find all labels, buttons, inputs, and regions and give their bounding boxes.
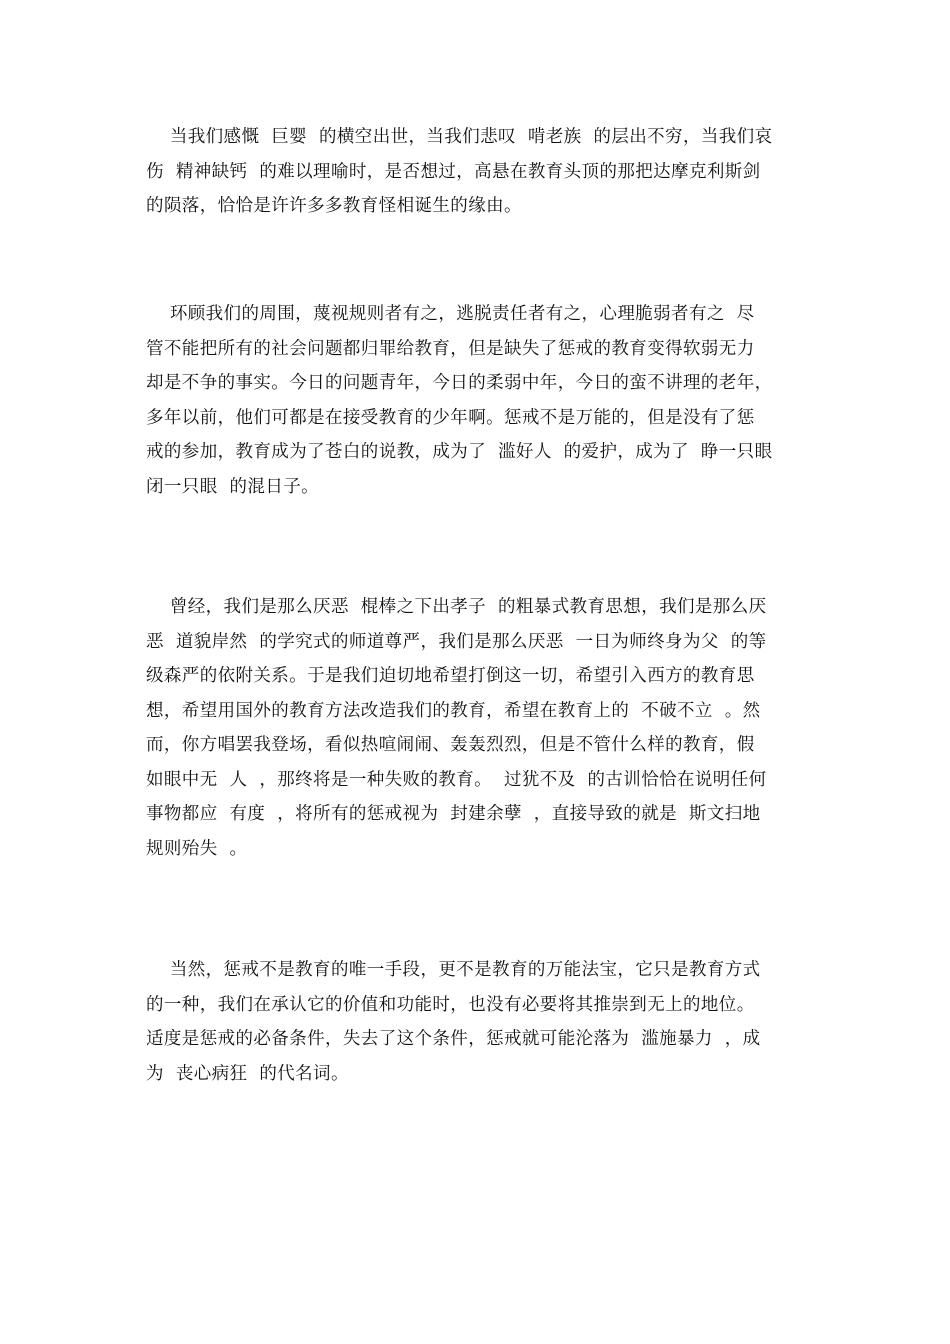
paragraph-1	[146, 120, 772, 224]
text-line: 如眼中无 人 ，那终将是一种失败的教育。 过犹不及 的古训恰恰在说明任何	[146, 769, 767, 790]
text-line: 管不能把所有的社会问题都归罪给教育，但是缺失了惩戒的教育变得软弱无力	[146, 338, 755, 359]
text-line: 级森严的依附关系。于是我们迫切地希望打倒这一切，希望引入西方的教育思	[146, 666, 755, 686]
paragraph-3	[146, 590, 767, 866]
text-line: 想，希望用国外的教育方法改造我们的教育，希望在教育上的 不破不立 。然	[146, 700, 761, 721]
text-line: 当然，惩戒不是教育的唯一手段，更不是教育的万能法宝，它只是教育方式	[146, 960, 761, 980]
text-line: 适度是惩戒的必备条件，失去了这个条件，惩戒就可能沦落为 滥施暴力 ，成	[146, 1029, 761, 1049]
text-line: 为 丧心病狂 的代名词。	[146, 1063, 349, 1084]
paragraph-2	[146, 297, 773, 504]
text-line: 的一种，我们在承认它的价值和功能时，也没有必要将其推崇到无上的地位。	[146, 994, 755, 1015]
text-line: 而，你方唱罢我登场，看似热喧闹闹、轰轰烈烈，但是不管什么样的教育，假	[146, 735, 755, 755]
text-line: 伤 精神缺钙 的难以理喻时，是否想过，高悬在教育头顶的那把达摩克利斯剑	[146, 161, 761, 182]
text-line: 事物都应 有度 ，将所有的惩戒视为 封建余孽 ，直接导致的就是 斯文扫地	[146, 804, 761, 824]
text-line: 的陨落，恰恰是许许多多教育怪相诞生的缘由。	[146, 196, 522, 216]
text-line: 当我们感慨 巨婴 的横空出世，当我们悲叹 啃老族 的层出不穷，当我们哀	[146, 127, 773, 147]
paragraph-4	[146, 953, 761, 1091]
text-line: 戒的参加，教育成为了苍白的说教，成为了 滥好人 的爱护，成为了 睁一只眼	[146, 442, 773, 462]
text-line: 却是不争的事实。今日的问题青年，今日的柔弱中年，今日的蛮不讲理的老年，	[146, 373, 773, 393]
text-line: 恶 道貌岸然 的学究式的师道尊严，我们是那么厌恶 一日为师终身为父 的等	[146, 631, 767, 652]
text-line: 规则殆失 。	[146, 838, 248, 859]
text-line: 曾经，我们是那么厌恶 棍棒之下出孝子 的粗暴式教育思想，我们是那么厌	[146, 597, 767, 617]
text-line: 闭一只眼 的混日子。	[146, 476, 320, 497]
text-line: 环顾我们的周围，蔑视规则者有之，逃脱责任者有之，心理脆弱者有之 尽	[146, 304, 755, 324]
text-line: 多年以前，他们可都是在接受教育的少年啊。惩戒不是万能的，但是没有了惩	[146, 407, 755, 428]
